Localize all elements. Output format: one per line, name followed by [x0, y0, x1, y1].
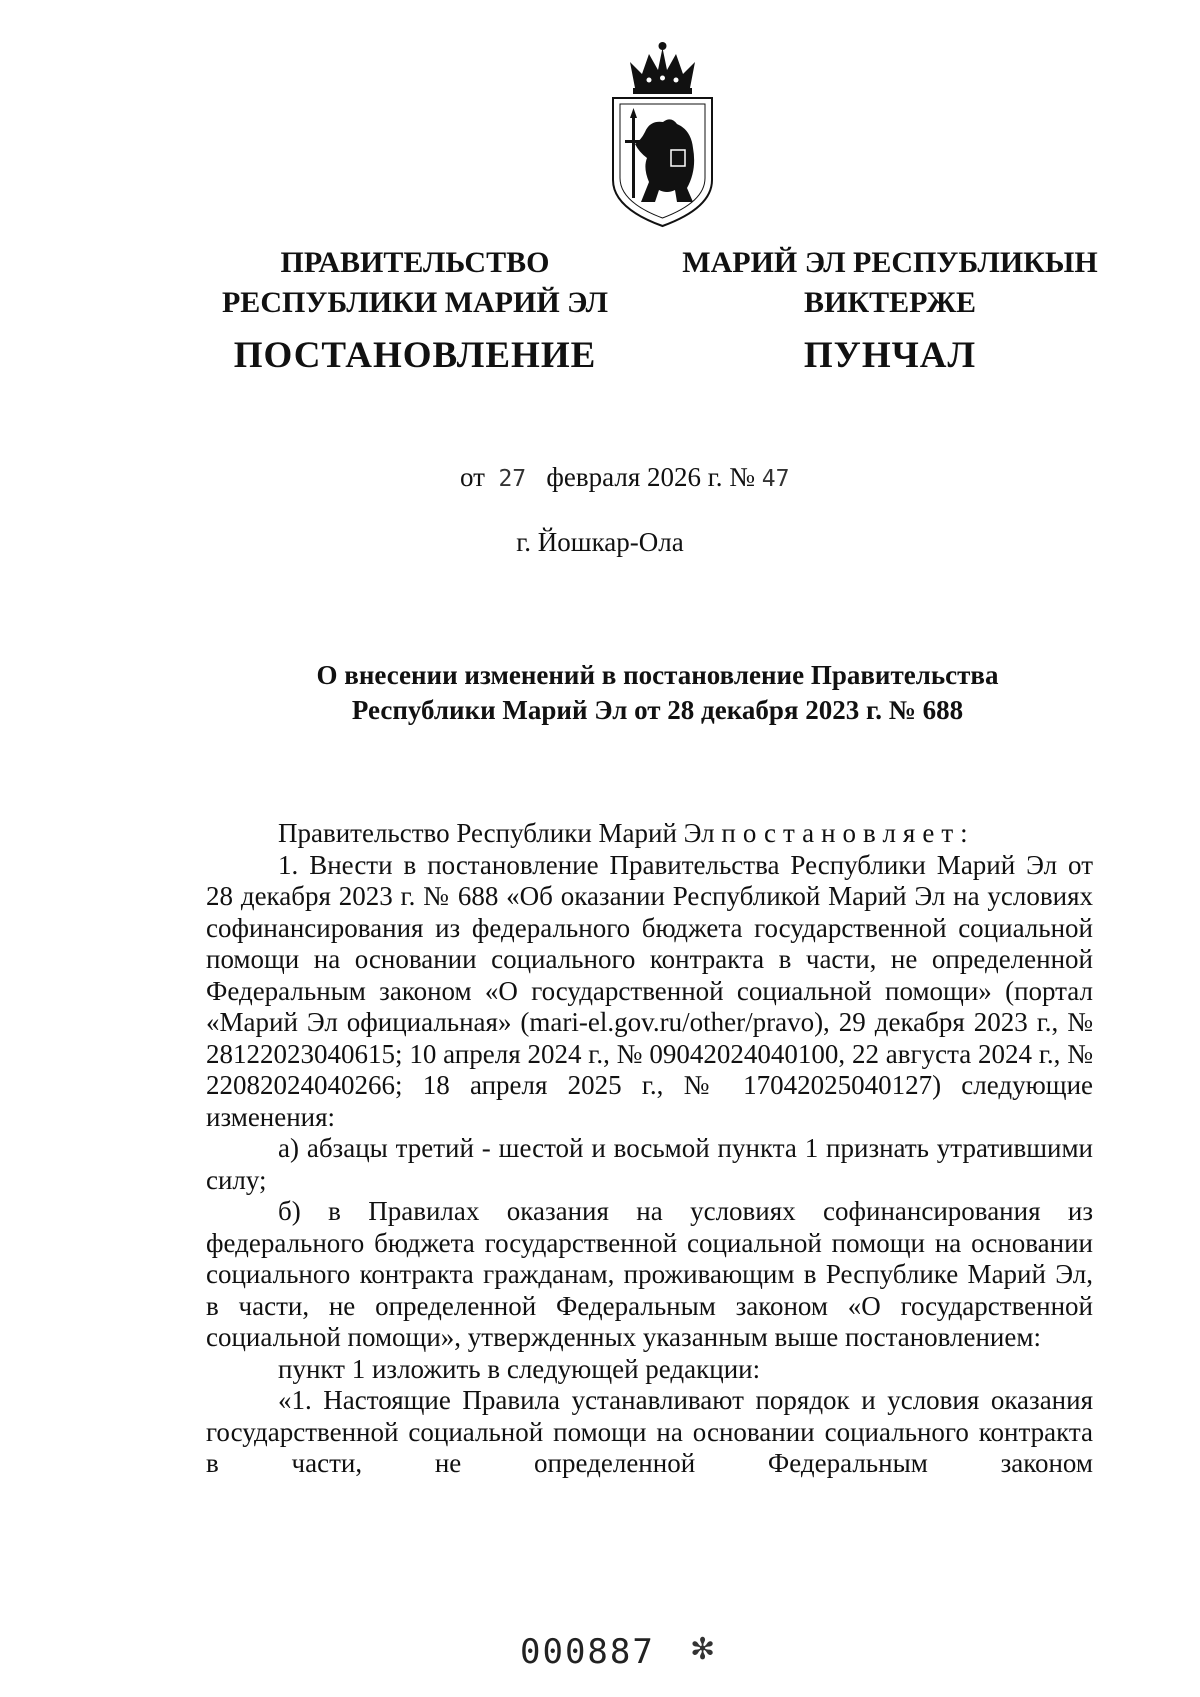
date-month-year: февраля 2026 г. № — [546, 462, 756, 492]
header-right-line1: МАРИЙ ЭЛ РЕСПУБЛИКЫН — [682, 246, 1098, 279]
doc-number: 47 — [761, 466, 790, 492]
paragraph-1: 1. Внести в постановление Правительства Республики Марий Эл от 28 декабря 2023 г. № 688 «Об оказании Республикой Марий Эл на условиях софинансирования из федерального бюджета государственной социальной помощи на основании социального контракта в части, не определенной Федеральным законом «О государственной социальной помощи» (портал «Марий Эл официальная» (mari-el.gov.ru/other/pravo), 29 декабря 2023 г., № 28122023040615; 10 апреля 2024 г., № 09042024040100, 22 августа 2024 г., № 22082024040266; 18 апреля 2025 г., № 17042025040127) следующие изменения: — [206, 849, 1093, 1132]
header-left-line2: РЕСПУБЛИКИ МАРИЙ ЭЛ — [221, 286, 608, 319]
document-body — [206, 818, 1093, 1480]
preamble-verb: постановляет: — [721, 818, 975, 848]
paragraph-item: пункт 1 изложить в следующей редакции: — [278, 1353, 761, 1384]
paragraph-quote: «1. Настоящие Правила устанавливают порядок и условия оказания государственной социальной помощи на основании социального контракта в части, не определенной Федеральным законом — [206, 1385, 1093, 1478]
asterisk-mark-icon: ✻ — [690, 1632, 716, 1667]
preamble — [206, 818, 1093, 850]
date-from: от — [460, 462, 485, 492]
title-line1: О внесении изменений в постановление Правительства — [316, 660, 999, 690]
header-left-line1: ПРАВИТЕЛЬСТВО — [280, 246, 550, 279]
doc-type-right: ПУНЧАЛ — [803, 335, 977, 376]
date-line — [460, 462, 790, 493]
coat-of-arms-icon — [605, 40, 720, 230]
header-left — [195, 243, 635, 323]
date-day: 27 — [498, 466, 527, 492]
title-line2: Республики Марий Эл от 28 декабря 2023 г. № 688 — [351, 695, 964, 725]
paragraph-a: а) абзацы третий - шестой и восьмой пункта 1 признать утратившими силу; — [206, 1133, 1093, 1195]
document-title — [200, 658, 1115, 728]
paragraph-b: б) в Правилах оказания на условиях софинансирования из федерального бюджета государственной социальной помощи на основании социального контракта гражданам, проживающим в Республике Марий Эл, в части, не определенной Федеральным законом «О государственной социальной помощи», утвержденных указанным выше постановлением: — [206, 1196, 1093, 1352]
preamble-start: Правительство Республики Марий Эл — [278, 818, 715, 848]
header-right-line2: ВИКТЕРЖЕ — [803, 286, 977, 319]
header-right — [660, 243, 1120, 323]
city: г. Йошкар-Ола — [516, 527, 684, 557]
doc-type-left: ПОСТАНОВЛЕНИЕ — [233, 335, 597, 376]
serial-number: 000887 — [520, 1632, 655, 1672]
